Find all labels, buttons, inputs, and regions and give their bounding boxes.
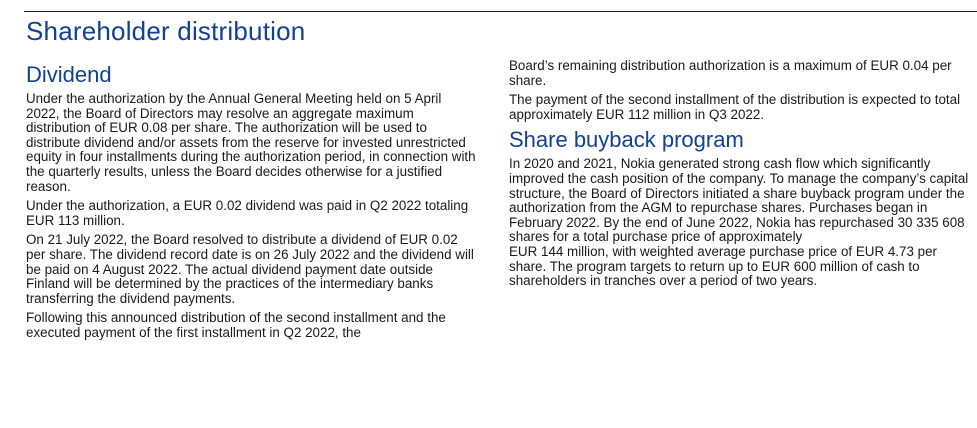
page-title: Shareholder distribution (26, 16, 306, 46)
dividend-paragraph-1: Under the authorization by the Annual General Meeting held on 5 April 2022, the Board of Directors may resolve an aggregate maximum distribution of EUR 0.08 per share. The authorization will be used to distribute dividend and/or assets from the reserve for invested unrestricted equity in four installments during the authorization period, in connection with the quarterly results, unless the Board decides otherwise for a justified reason. (26, 91, 476, 194)
share-buyback-heading: Share buyback program (509, 127, 744, 153)
dividend-continuation-paragraph-1: Board’s remaining distribution authorization is a maximum of EUR 0.04 per share. (509, 58, 952, 88)
dividend-paragraph-4: Following this announced distribution of the second installment and the executed payment of the first installment in Q2 2022, the (26, 310, 446, 340)
dividend-paragraph-3: On 21 July 2022, the Board resolved to distribute a dividend of EUR 0.02 per share. The dividend record date is on 26 July 2022 and the dividend will be paid on 4 August 2022. The actual dividend payment date outside Finland will be determined by the practices of the intermediary banks transferring the dividend payments. (26, 232, 474, 306)
dividend-heading: Dividend (26, 62, 112, 87)
left-column (26, 62, 476, 346)
dividend-paragraph-2: Under the authorization, a EUR 0.02 dividend was paid in Q2 2022 totaling EUR 113 million. (26, 198, 469, 228)
right-column (509, 59, 969, 294)
top-divider (24, 11, 977, 12)
dividend-continuation-paragraph-2: The payment of the second installment of the distribution is expected to total approximately EUR 112 million in Q3 2022. (509, 92, 961, 122)
share-buyback-paragraph: In 2020 and 2021, Nokia generated strong cash flow which significantly improved the cash position of the company. To manage the company’s capital structure, the Board of Directors initiated a share buyback program under the authorization from the AGM to repurchase shares. Purchases began in February 2022. By the end of June 2022, Nokia has repurchased 30 335 608 shares for a total purchase price of approximately EUR 144 million, with weighted average purchase price of EUR 4.73 per share. The program targets to return up to EUR 600 million of cash to shareholders in tranches over a period of two years. (509, 156, 969, 289)
